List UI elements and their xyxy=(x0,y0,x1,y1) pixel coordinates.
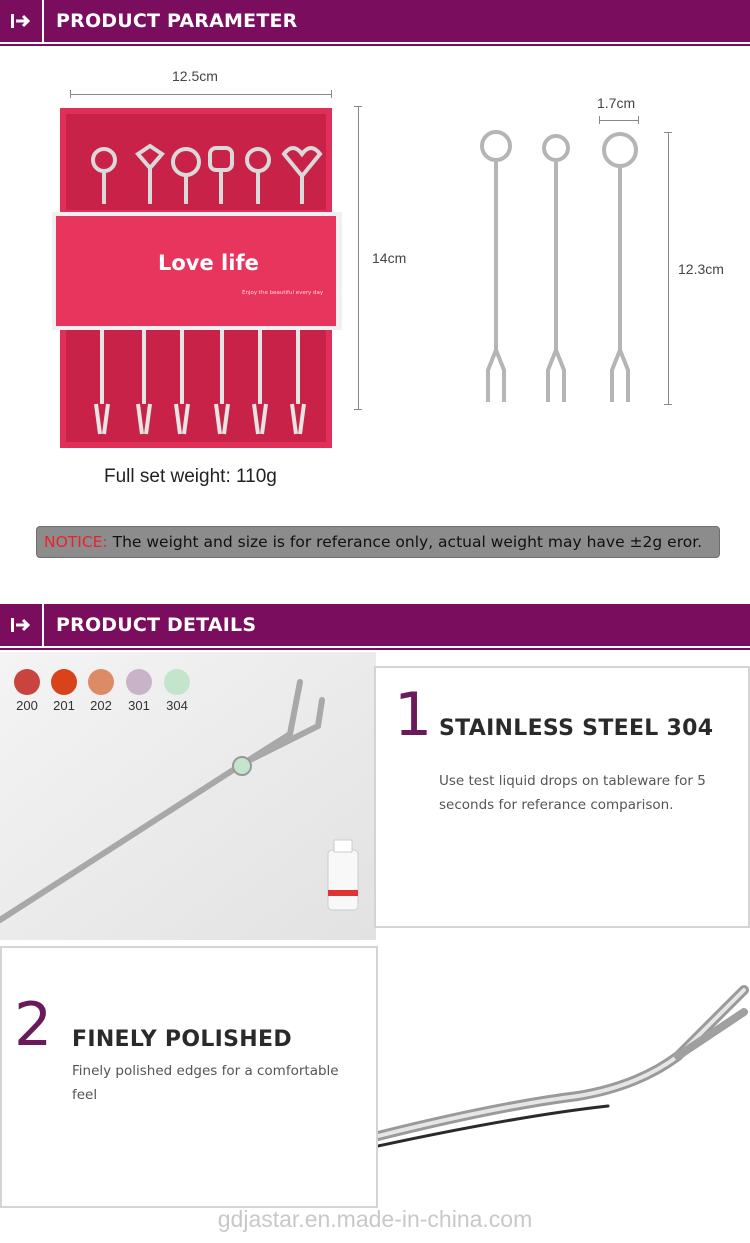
tick xyxy=(599,116,600,124)
feature-title: FINELY POLISHED xyxy=(72,1027,292,1052)
swatch-200 xyxy=(14,669,40,695)
section-title: PRODUCT PARAMETER xyxy=(56,10,298,32)
arrow-right-icon xyxy=(0,0,44,42)
box-width-line xyxy=(70,94,332,95)
forks-image xyxy=(460,110,660,420)
notice-bar xyxy=(36,526,720,558)
tick xyxy=(331,90,332,98)
tick xyxy=(70,90,71,98)
swatch-label: 304 xyxy=(166,698,188,713)
swatch-label: 201 xyxy=(53,698,75,713)
fork-width-label: 1.7cm xyxy=(597,95,636,111)
swatch-301 xyxy=(126,669,152,695)
box-subtext: Enjoy the beautiful every day xyxy=(242,290,324,296)
tick xyxy=(664,132,672,133)
feature-description: Finely polished edges for a comfortable xyxy=(72,1063,339,1079)
fork-closeup-photo xyxy=(0,652,376,940)
notice-text: The weight and size is for referance only, actual weight may have ±2g eror. xyxy=(107,533,703,551)
section-banner-details xyxy=(0,604,750,646)
arrow-right-icon xyxy=(0,604,44,646)
box-width-label: 12.5cm xyxy=(172,68,218,84)
box-height-label: 14cm xyxy=(372,250,407,266)
feature-description: Use test liquid drops on tableware for 5 xyxy=(439,773,706,789)
swatch-202 xyxy=(88,669,114,695)
fork-width-line xyxy=(599,120,639,121)
fork-length-label: 12.3cm xyxy=(678,261,724,277)
swatch-label: 202 xyxy=(90,698,112,713)
feature-number: 1 xyxy=(394,680,433,750)
swatch-label: 200 xyxy=(16,698,38,713)
fork-length-line xyxy=(668,132,669,405)
gift-box-image xyxy=(52,104,342,450)
section-banner-parameter xyxy=(0,0,750,42)
tick xyxy=(354,106,362,107)
box-height-line xyxy=(358,106,359,410)
swatch-label: 301 xyxy=(128,698,150,713)
polished-fork-photo xyxy=(378,946,750,1208)
watermark: gdjastar.en.made-in-china.com xyxy=(217,1206,533,1232)
feature-description: feel xyxy=(72,1087,98,1103)
divider xyxy=(0,44,750,46)
notice-label: NOTICE: xyxy=(44,533,108,551)
divider xyxy=(0,648,750,650)
weight-text: Full set weight: 110g xyxy=(104,466,277,487)
box-label: Love life xyxy=(158,251,259,275)
swatch-304 xyxy=(164,669,190,695)
feature-number: 2 xyxy=(14,990,53,1060)
tick xyxy=(354,409,362,410)
feature-description: seconds for referance comparison. xyxy=(439,797,674,813)
tick xyxy=(638,116,639,124)
tick xyxy=(664,404,672,405)
feature-title: STAINLESS STEEL 304 xyxy=(439,716,714,741)
section-title: PRODUCT DETAILS xyxy=(56,614,257,636)
swatch-201 xyxy=(51,669,77,695)
